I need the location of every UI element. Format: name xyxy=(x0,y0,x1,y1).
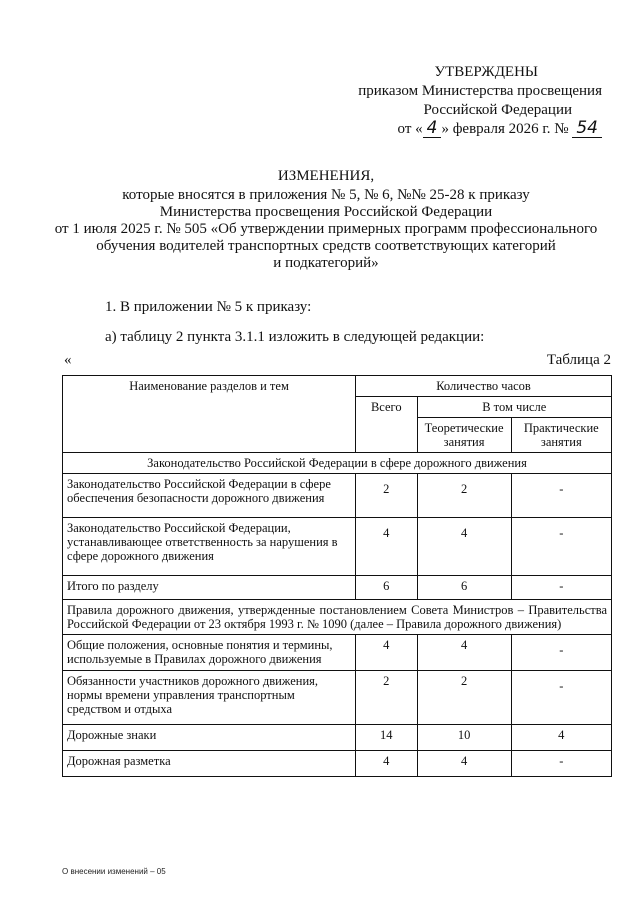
section-row xyxy=(63,600,612,635)
row-theory: 4 xyxy=(417,751,511,777)
open-quote: « xyxy=(64,352,72,368)
header-hours: Количество часов xyxy=(356,376,612,397)
heading-line: от 1 июля 2025 г. № 505 «Об утверждении примерных программ профессионального xyxy=(54,221,598,237)
row-practice: - xyxy=(511,474,611,518)
section-row xyxy=(63,453,612,474)
table-row xyxy=(63,635,612,671)
date-prefix: от « xyxy=(397,121,423,137)
row-name: Обязанности участников дорожного движения, нормы времени управления транспортным средством и отдыха xyxy=(63,671,356,725)
row-total: 4 xyxy=(356,518,418,576)
item-1: 1. В приложении № 5 к приказу: xyxy=(105,299,312,315)
row-theory: 2 xyxy=(417,671,511,725)
row-theory: 2 xyxy=(417,474,511,518)
table-row xyxy=(63,576,612,600)
section-2-title: Правила дорожного движения, утвержденные постановлением Совета Министров – Правительства Российской Федерации от 23 октября 1993 г. № 1090 (далее – Правила дорожного движения) xyxy=(63,600,612,635)
header-total: Всего xyxy=(356,397,418,453)
row-name: Итого по разделу xyxy=(63,576,356,600)
table-row xyxy=(63,751,612,777)
row-practice: - xyxy=(511,671,611,725)
approval-line-federation: Российской Федерации xyxy=(423,102,572,118)
row-practice: - xyxy=(511,751,611,777)
header-including: В том числе xyxy=(417,397,611,418)
row-name: Законодательство Российской Федерации в сфере обеспечения безопасности дорожного движения xyxy=(63,474,356,518)
row-name: Дорожная разметка xyxy=(63,751,356,777)
approval-line-ministry: приказом Министерства просвещения xyxy=(358,83,602,99)
row-practice: - xyxy=(511,518,611,576)
heading-line: Министерства просвещения Российской Федерации xyxy=(159,204,493,220)
document-heading xyxy=(40,168,612,272)
row-theory: 6 xyxy=(417,576,511,600)
row-theory: 4 xyxy=(417,518,511,576)
row-total: 4 xyxy=(356,635,418,671)
section-1-title: Законодательство Российской Федерации в сфере дорожного движения xyxy=(63,453,612,474)
handwritten-number: 54 xyxy=(572,120,602,138)
heading-title: ИЗМЕНЕНИЯ, xyxy=(277,168,375,184)
header-name: Наименование разделов и тем xyxy=(63,376,356,453)
page-footer: О внесении изменений – 05 xyxy=(62,867,166,876)
hours-table xyxy=(62,375,612,777)
header-practice: Практические занятия xyxy=(511,418,611,453)
header-theory: Теоретические занятия xyxy=(417,418,511,453)
approval-title: УТВЕРЖДЕНЫ xyxy=(434,64,538,80)
row-theory: 4 xyxy=(417,635,511,671)
row-total: 14 xyxy=(356,725,418,751)
handwritten-day: 4 xyxy=(423,120,442,138)
heading-line: которые вносятся в приложения № 5, № 6, №№ 25-28 к приказу xyxy=(122,187,530,203)
row-practice: - xyxy=(511,576,611,600)
heading-line: и подкатегорий» xyxy=(273,255,379,271)
row-name: Законодательство Российской Федерации, устанавливающее ответственность за нарушения в сфере дорожного движения xyxy=(63,518,356,576)
approval-date-line xyxy=(330,120,612,139)
row-theory: 10 xyxy=(417,725,511,751)
table-row xyxy=(63,725,612,751)
row-practice: 4 xyxy=(511,725,611,751)
table-row xyxy=(63,671,612,725)
approval-stamp xyxy=(330,63,612,139)
heading-line: обучения водителей транспортных средств соответствующих категорий xyxy=(96,238,556,254)
table-label: Таблица 2 xyxy=(546,352,611,368)
row-name: Общие положения, основные понятия и термины, используемые в Правилах дорожного движения xyxy=(63,635,356,671)
table-row xyxy=(63,518,612,576)
row-total: 6 xyxy=(356,576,418,600)
row-total: 2 xyxy=(356,671,418,725)
row-name: Дорожные знаки xyxy=(63,725,356,751)
date-middle: » февраля 2026 г. № xyxy=(441,121,569,137)
row-total: 4 xyxy=(356,751,418,777)
item-1a: а) таблицу 2 пункта 3.1.1 изложить в следующей редакции: xyxy=(105,329,485,345)
row-total: 2 xyxy=(356,474,418,518)
row-practice: - xyxy=(511,635,611,671)
table-row xyxy=(63,474,612,518)
